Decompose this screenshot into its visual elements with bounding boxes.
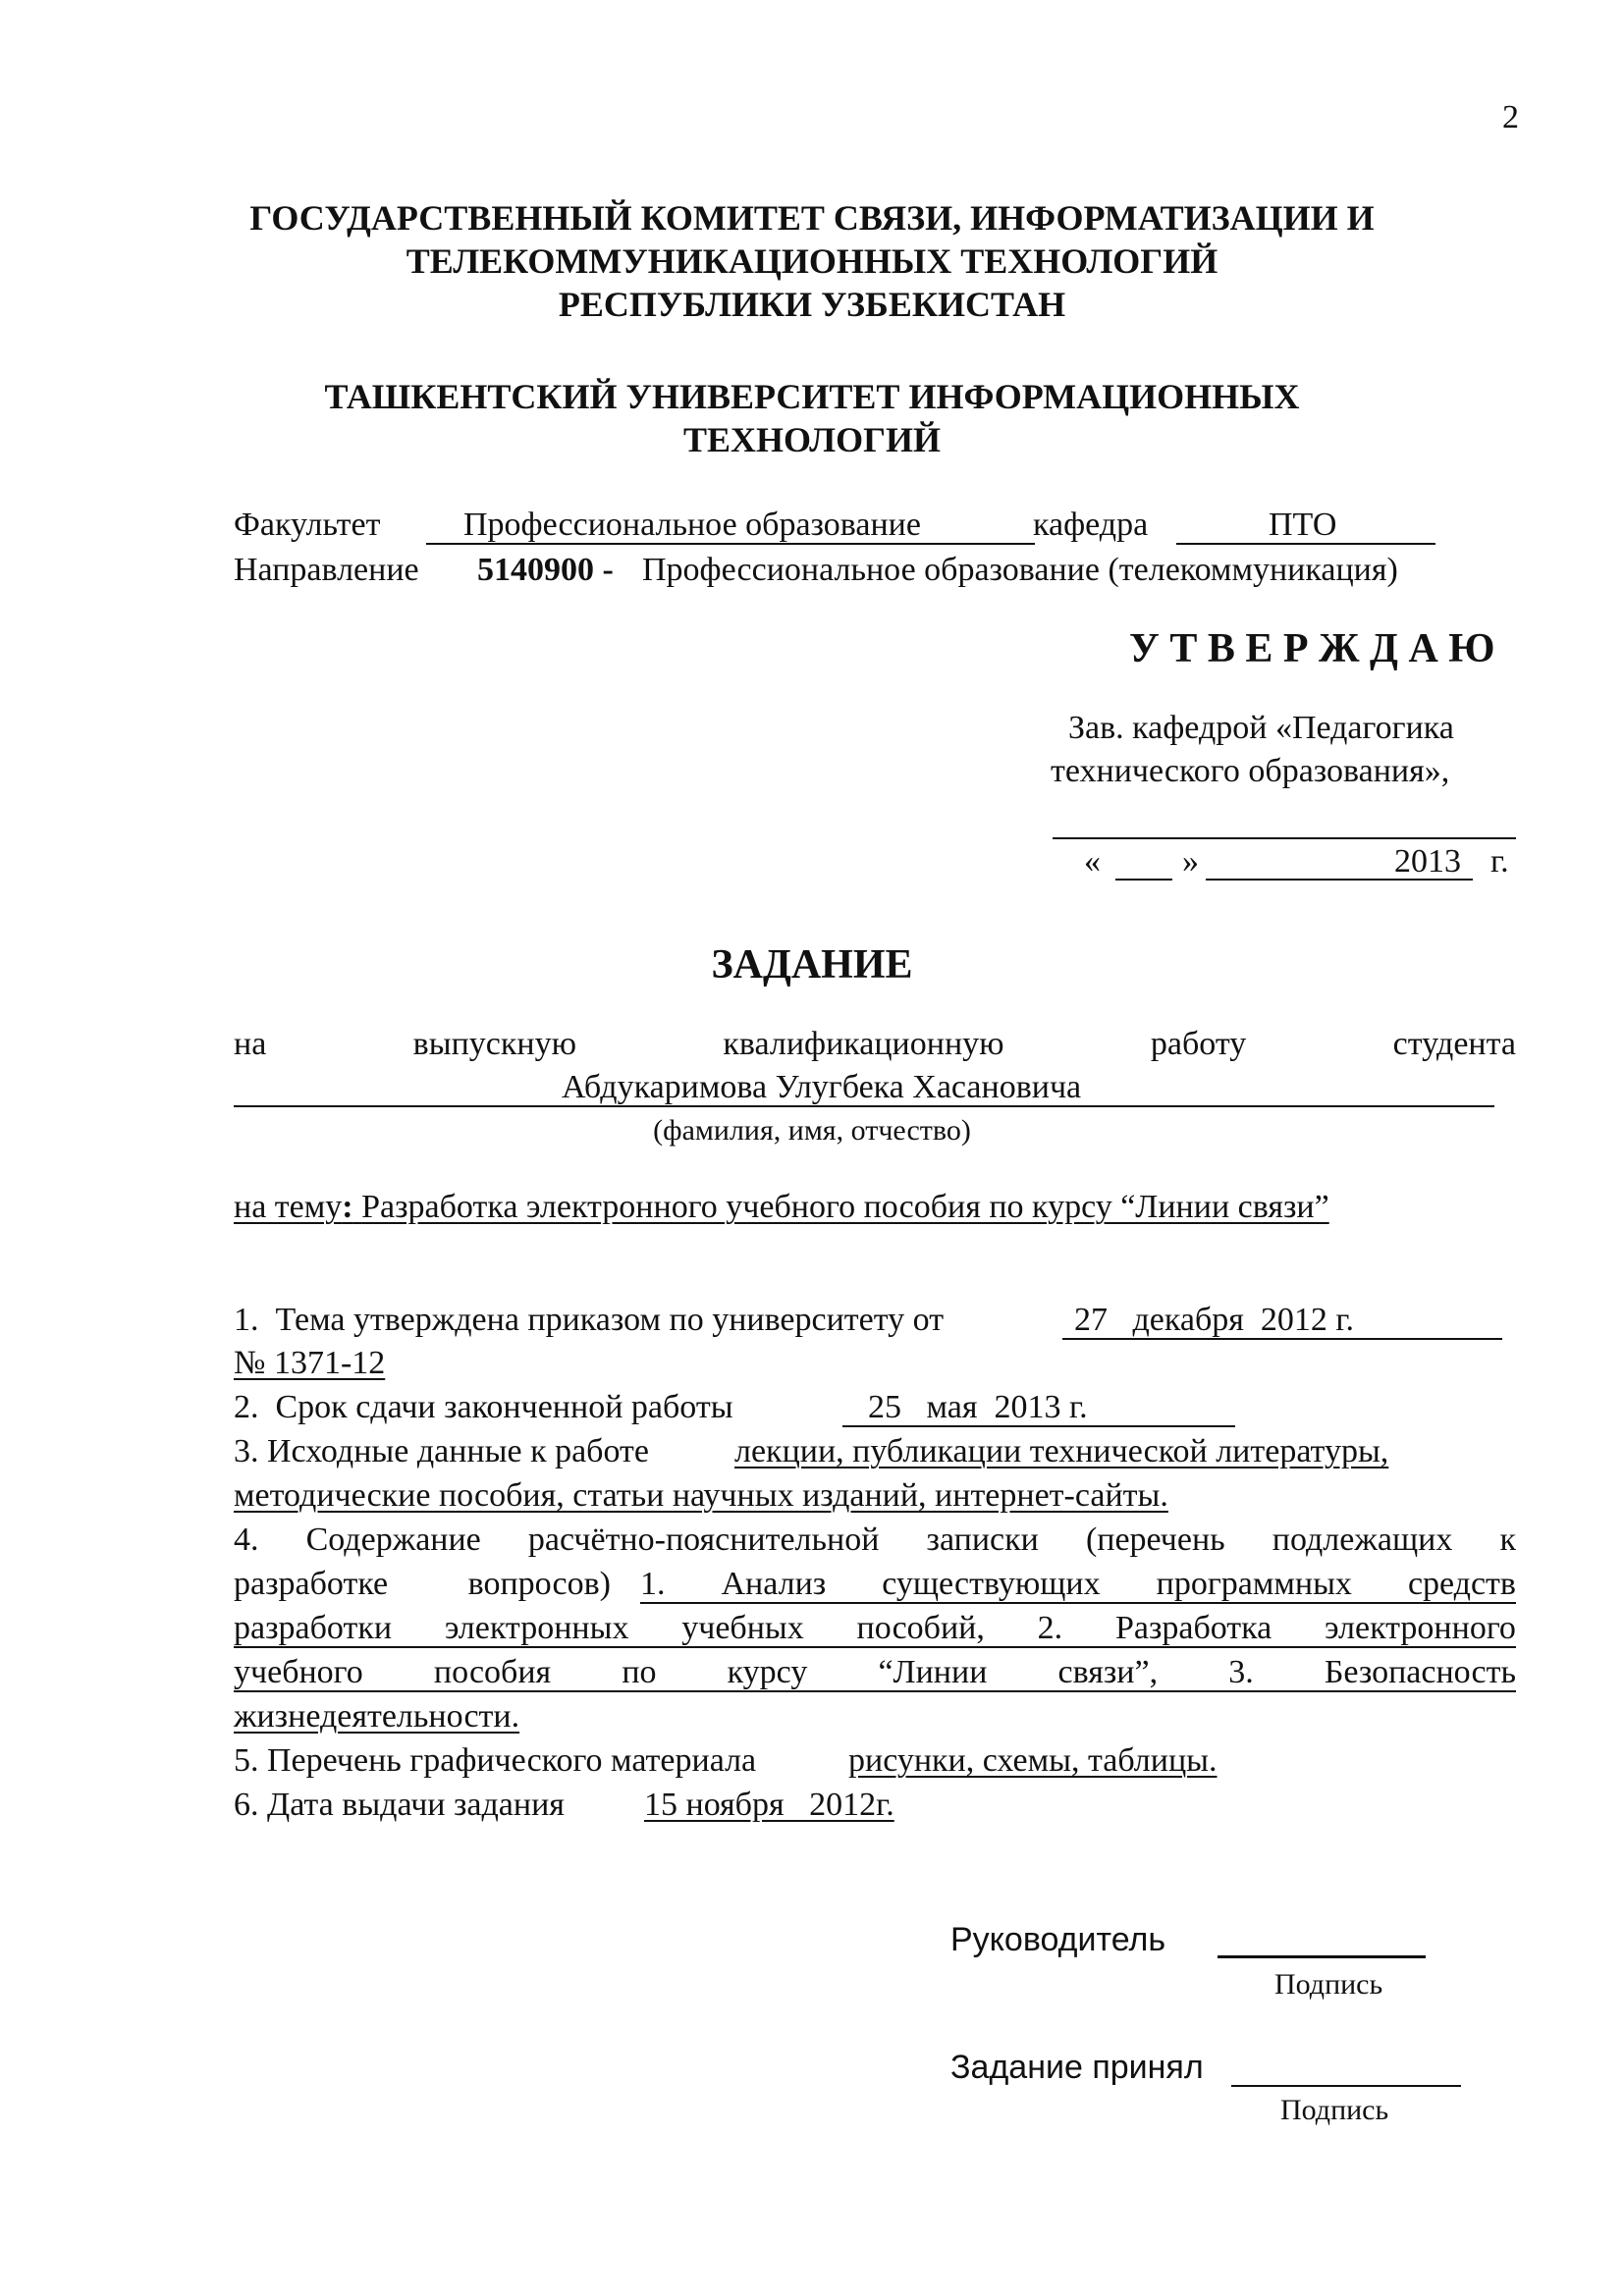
item-4-word: учебного: [234, 1654, 363, 1690]
item-2-value: 25 мая 2013 г.: [868, 1389, 1088, 1425]
item-4-word: к: [1499, 1522, 1516, 1558]
intro-word: студента: [1392, 1026, 1516, 1062]
item-3-value-line-2: методические пособия, статьи научных изданий, интернет-сайты.: [234, 1477, 1168, 1514]
date-day-line: [1115, 879, 1172, 881]
topic-value: Разработка электронного учебного пособия по курсу “Линии связи”: [361, 1189, 1329, 1225]
item-5-value: рисунки, схемы, таблицы.: [848, 1742, 1218, 1779]
item-4-line-5: жизнедеятельности.: [234, 1698, 520, 1735]
supervisor-label: Руководитель: [950, 1921, 1166, 1958]
direction-value: Профессиональное образование (телекоммуникация): [642, 552, 1398, 588]
item-4-word: электронного: [1325, 1610, 1516, 1646]
faculty-value: Профессиональное образование: [463, 507, 921, 543]
date-quote-open: «: [1084, 843, 1101, 880]
item-4-line-2: [640, 1565, 1516, 1604]
page-number: 2: [1502, 99, 1519, 135]
item-4-word: учебных: [681, 1610, 804, 1646]
approval-signature-line: [1053, 837, 1516, 839]
date-year: 2013: [1394, 843, 1461, 880]
item-4-word: Разработка: [1114, 1610, 1272, 1646]
item-2-label: 2. Срок сдачи законченной работы: [234, 1389, 733, 1425]
supervisor-signature-line: [1218, 1955, 1426, 1958]
accepted-label: Задание принял: [950, 2049, 1204, 2086]
item-1-label: 1. Тема утверждена приказом по университету от: [234, 1302, 945, 1338]
item-4-word: пособий,: [856, 1610, 985, 1646]
item-4-word: 4.: [234, 1522, 259, 1558]
department-value: ПТО: [1269, 507, 1337, 543]
item-4-word: разработки: [234, 1610, 393, 1646]
item-4-word: 3.: [1228, 1654, 1254, 1690]
item-4-line-1: [234, 1521, 1516, 1560]
topic-colon: :: [342, 1189, 353, 1225]
item-4-word: подлежащих: [1272, 1522, 1453, 1558]
item-4-word: по: [622, 1654, 657, 1690]
task-title: ЗАДАНИЕ: [711, 942, 913, 988]
committee-line-1: ГОСУДАРСТВЕННЫЙ КОМИТЕТ СВЯЗИ, ИНФОРМАТИЗАЦИИ И: [249, 198, 1375, 238]
committee-line-3: РЕСПУБЛИКИ УЗБЕКИСТАН: [558, 285, 1066, 324]
item-4-word: пособия: [433, 1654, 552, 1690]
task-topic-line: [234, 1188, 1329, 1227]
approval-line-2: технического образования»,: [1051, 753, 1450, 789]
item-3-label: 3. Исходные данные к работе: [234, 1433, 649, 1469]
item-4-word: “Линии: [878, 1654, 988, 1690]
topic-prefix: на тему: [234, 1189, 343, 1225]
item-4-word: Содержание: [305, 1522, 481, 1558]
item-4-line-2-prefix: [234, 1565, 611, 1604]
faculty-label: Факультет: [234, 507, 381, 543]
student-name-caption: (фамилия, имя, отчество): [653, 1114, 971, 1147]
accepted-signature-line: [1231, 2085, 1461, 2087]
intro-word: на: [234, 1026, 267, 1062]
item-4-line-3: [234, 1609, 1516, 1648]
item-5-label: 5. Перечень графического материала: [234, 1742, 757, 1779]
item-1-value: 27 декабря 2012 г.: [1074, 1302, 1355, 1338]
intro-word: работу: [1150, 1026, 1247, 1062]
item-1-order: № 1371-12: [234, 1345, 386, 1381]
approval-line-1: Зав. кафедрой «Педагогика: [1068, 710, 1454, 746]
university-line-2: ТЕХНОЛОГИЙ: [683, 420, 941, 459]
intro-word: выпускную: [412, 1026, 576, 1062]
item-4-word: 1.: [640, 1566, 666, 1602]
item-6-label: 6. Дата выдачи задания: [234, 1787, 565, 1823]
item-4-word: Безопасность: [1324, 1654, 1516, 1690]
item-4-word: записки: [926, 1522, 1039, 1558]
item-4-line-4: [234, 1653, 1516, 1692]
accepted-signature-caption: Подпись: [1280, 2094, 1389, 2126]
item-4-word: электронных: [444, 1610, 629, 1646]
item-6-value: 15 ноября 2012г.: [644, 1787, 894, 1823]
supervisor-signature-caption: Подпись: [1274, 1968, 1383, 2001]
item-4-word: курсу: [727, 1654, 808, 1690]
task-intro-line: [234, 1025, 1516, 1064]
date-year-suffix: г.: [1490, 843, 1509, 880]
university-line-1: ТАШКЕНТСКИЙ УНИВЕРСИТЕТ ИНФОРМАЦИОННЫХ: [324, 377, 1300, 416]
intro-word: квалификационную: [723, 1026, 1004, 1062]
item-4-word: вопросов): [467, 1566, 611, 1602]
direction-label: Направление: [234, 552, 419, 588]
committee-line-2: ТЕЛЕКОММУНИКАЦИОННЫХ ТЕХНОЛОГИЙ: [406, 241, 1218, 281]
item-4-word: связи”,: [1057, 1654, 1159, 1690]
item-4-word: разработке: [234, 1566, 389, 1602]
item-4-word: (перечень: [1085, 1522, 1225, 1558]
item-4-word: программных: [1156, 1566, 1352, 1602]
item-4-word: средств: [1407, 1566, 1516, 1602]
student-name: Абдукаримова Улугбека Хасановича: [562, 1069, 1082, 1105]
date-quote-close: »: [1182, 843, 1199, 880]
item-4-word: Анализ: [721, 1566, 827, 1602]
item-4-word: существующих: [882, 1566, 1101, 1602]
department-label: кафедра: [1033, 507, 1149, 543]
approval-title: У Т В Е Р Ж Д А Ю: [1129, 626, 1495, 671]
direction-code: 5140900 -: [477, 552, 614, 588]
item-4-word: 2.: [1037, 1610, 1063, 1646]
item-3-value-line-1: лекции, публикации технической литературы,: [734, 1433, 1389, 1469]
item-4-word: расчётно-пояснительной: [527, 1522, 880, 1558]
